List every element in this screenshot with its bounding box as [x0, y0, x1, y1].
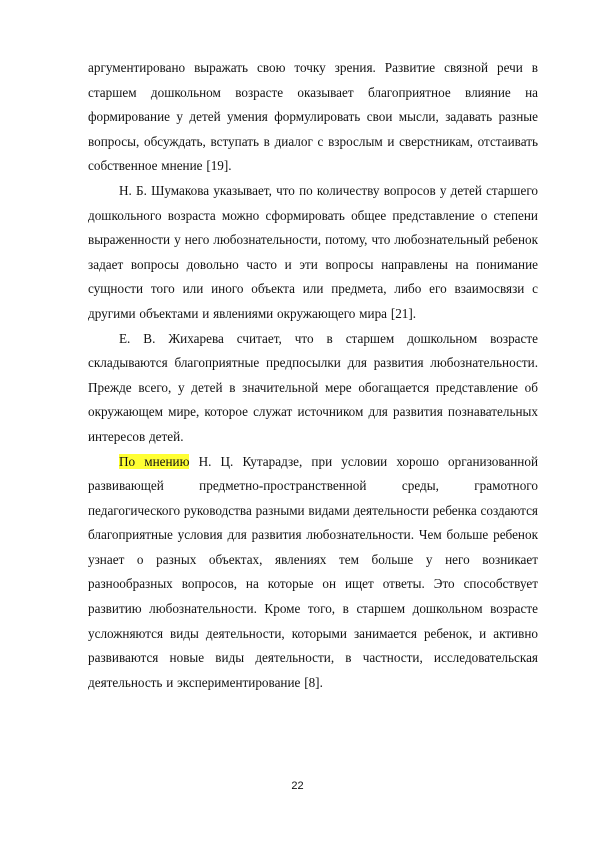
- page-number: 22: [291, 780, 304, 792]
- paragraph-3: Е. В. Жихарева считает, что в старшем дошкольном возрасте складываются благоприятные предпосылки для развития любознательности. Прежде всего, у детей в значительной мере обогащается представление об окружающем мире, которое служат источником для развития познавательных интересов детей.: [88, 330, 538, 444]
- paragraph-1: аргументировано выражать свою точку зрения. Развитие связной речи в старшем дошкольном возрасте оказывает благоприятное влияние на формирование у детей умения формулировать свои мысли, задавать разные вопросы, обсуждать, вступать в диалог с взрослым и сверстникам, отстаивать собственное мнение [19].: [88, 60, 538, 174]
- body-text: [88, 56, 538, 695]
- highlighted-phrase: По мнению: [119, 453, 190, 469]
- paragraph-4: [88, 450, 538, 696]
- paragraph-2: Н. Б. Шумакова указывает, что по количеству вопросов у детей старшего дошкольного возраста можно сформировать общее представление о степени выраженности у него любознательности, потому, что любознательный ребенок задает вопросы довольно часто и эти вопросы направлены на понимание сущности того или иного объекта или предмета, либо его взаимосвязи с другими объектами и явлениями окружающего мира [21].: [88, 182, 538, 321]
- paragraph-4-text: Н. Ц. Кутарадзе, при условии хорошо организованной развивающей предметно-пространственной среды, грамотного педагогического руководства разными видами деятельности ребенка создаются благоприятные условия для развития любознательности. Чем больше ребенок узнает о разных объектах, явлениях тем больше у него возникает разнообразных вопросов, на которые он ищет ответы. Это способствует развитию любознательности. Кроме того, в старшем дошкольном возрасте усложняются виды деятельности, которыми занимается ребенок, и активно развиваются новые виды деятельности, в частности, исследовательская деятельность и экспериментирование [8].: [88, 453, 539, 690]
